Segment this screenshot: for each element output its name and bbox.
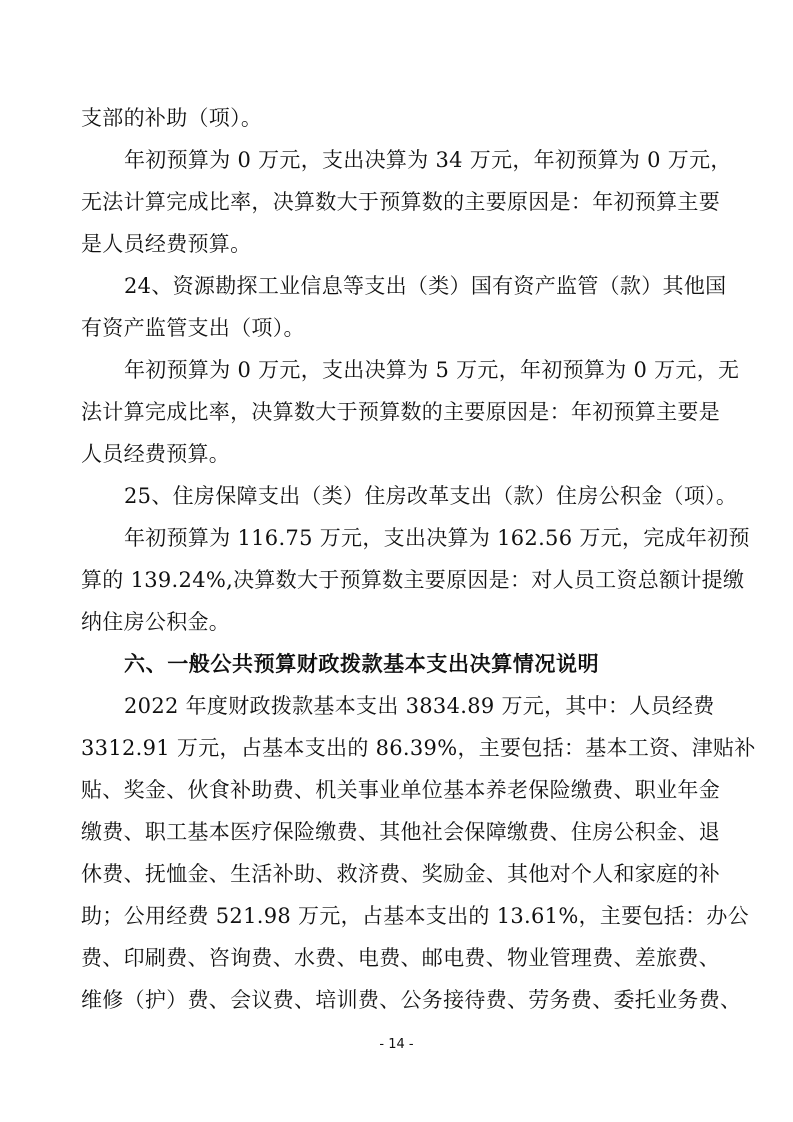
- section-heading: 六、一般公共预算财政拨款基本支出决算情况说明: [124, 651, 600, 676]
- body-text-line: 费、印刷费、咨询费、水费、电费、邮电费、物业管理费、差旅费、: [81, 946, 720, 970]
- body-text-line: 年初预算为 116.75 万元，支出决算为 162.56 万元，完成年初预: [124, 526, 750, 550]
- body-text-line: 维修（护）费、会议费、培训费、公务接待费、劳务费、委托业务费、: [81, 988, 742, 1012]
- body-text-line: 休费、抚恤金、生活补助、救济费、奖励金、其他对个人和家庭的补: [81, 862, 720, 886]
- body-text-line: 算的 139.24%,决算数大于预算数主要原因是：对人员工资总额计提缴: [81, 568, 745, 592]
- body-text-line: 年初预算为 0 万元，支出决算为 34 万元，年初预算为 0 万元，: [124, 148, 732, 172]
- body-text-line: 无法计算完成比率，决算数大于预算数的主要原因是：年初预算主要: [81, 190, 720, 214]
- body-text-line: 纳住房公积金。: [81, 610, 231, 634]
- body-text-line: 是人员经费预算。: [81, 232, 252, 256]
- item-heading-line: 有资产监管支出（项）。: [81, 316, 305, 340]
- item-heading-line: 25、住房保障支出（类）住房改革支出（款）住房公积金（项）。: [124, 484, 738, 508]
- body-text-line: 支部的补助（项）。: [81, 106, 263, 130]
- body-text-line: 贴、奖金、伙食补助费、机关事业单位基本养老保险缴费、职业年金: [81, 778, 720, 802]
- body-text-line: 3312.91 万元，占基本支出的 86.39%，主要包括：基本工资、津贴补: [81, 736, 756, 760]
- item-heading-line: 24、资源勘探工业信息等支出（类）国有资产监管（款）其他国: [124, 274, 727, 298]
- body-text-line: 助；公用经费 521.98 万元，占基本支出的 13.61%，主要包括：办公: [81, 904, 749, 928]
- body-text-line: 年初预算为 0 万元，支出决算为 5 万元，年初预算为 0 万元，无: [124, 358, 740, 382]
- body-text-line: 人员经费预算。: [81, 442, 231, 466]
- page-number: - 14 -: [379, 1037, 414, 1052]
- body-text-line: 2022 年度财政拨款基本支出 3834.89 万元，其中：人员经费: [124, 694, 715, 718]
- body-text-line: 缴费、职工基本医疗保险缴费、其他社会保障缴费、住房公积金、退: [81, 820, 720, 844]
- body-text-line: 法计算完成比率，决算数大于预算数的主要原因是：年初预算主要是: [81, 400, 720, 424]
